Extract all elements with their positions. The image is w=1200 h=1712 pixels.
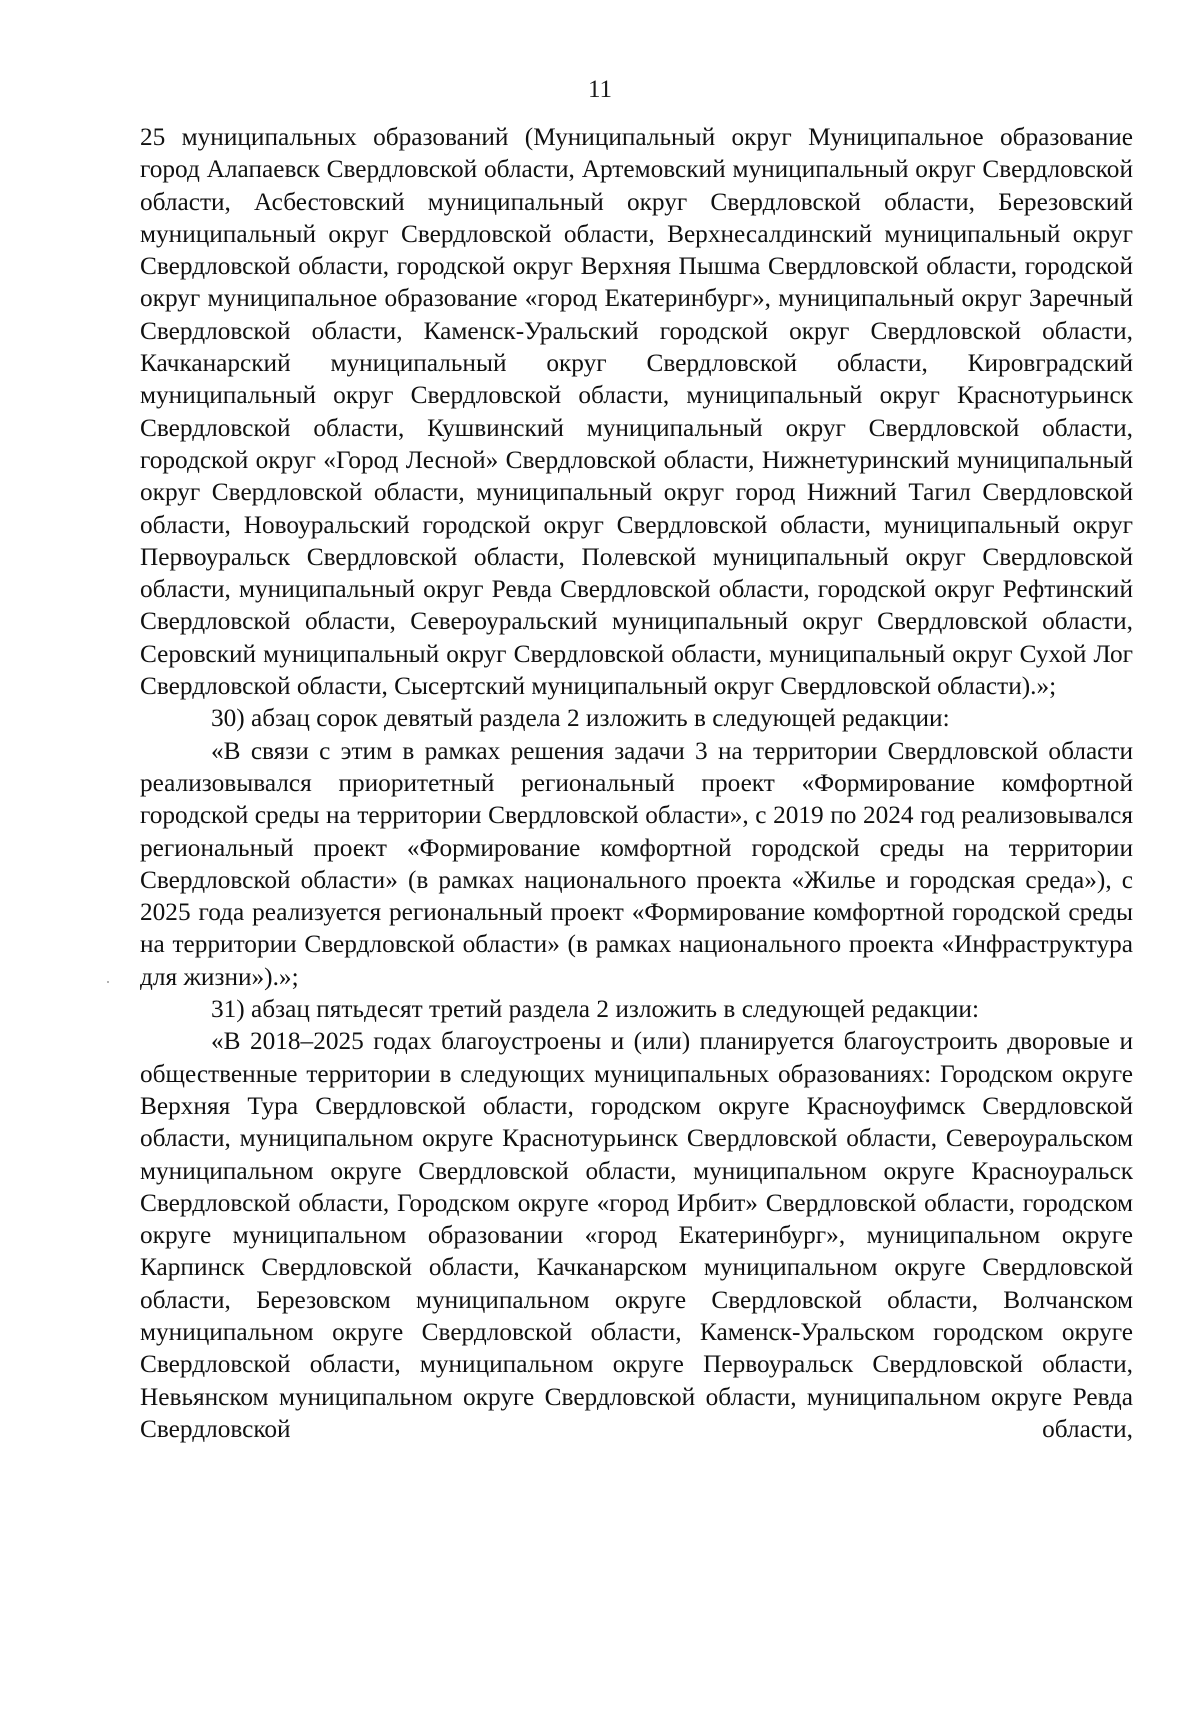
- paragraph-amendment-30: 30) абзац сорок девятый раздела 2 изложить в следующей редакции:: [211, 704, 950, 733]
- paragraph-amendment-31-text: «В 2018–2025 годах благоустроены и (или) планируется благоустроить дворовые и общественные территории в следующих муниципальных образованиях: Городском округе Верхняя Тура Свердловской области, городском округе Красноуфимск Свердловской области, муниципальном округе Краснотурьинск Свердловской области, Североуральском муниципальном округе Свердловской области, муниципальном округе Красноуральск Свердловской области, Городском округе «город Ирбит» Свердловской области, городском округе муниципальном образовании «город Екатеринбург», муниципальном округе Карпинск Свердловской области, Качканарском муниципальном округе Свердловской области, Березовском муниципальном округе Свердловской области, Волчанском муниципальном округе Свердловской области, Каменск-Уральском городском округе Свердловской области, муниципальном округе Первоуральск Свердловской области, Невьянском муниципальном округе Свердловской области, муниципальном округе Ревда Свердловской области,: [140, 1027, 1133, 1443]
- scan-speck: [107, 981, 109, 983]
- paragraph-municipalities-list: 25 муниципальных образований (Муниципальный округ Муниципальное образование город Алапаевск Свердловской области, Артемовский муниципальный округ Свердловской области, Асбестовский муниципальный округ Свердловской области, Березовский муниципальный округ Свердловской области, Верхнесалдинский муниципальный округ Свердловской области, городской округ Верхняя Пышма Свердловской области, городской округ муниципальное образование «город Екатеринбург», муниципальный округ Заречный Свердловской области, Каменск-Уральский городской округ Свердловской области, Качканарский муниципальный округ Свердловской области, Кировградский муниципальный округ Свердловской области, муниципальный округ Краснотурьинск Свердловской области, Кушвинский муниципальный округ Свердловской области, городской округ «Город Лесной» Свердловской области, Нижнетуринский муниципальный округ Свердловской области, муниципальный округ город Нижний Тагил Свердловской области, Новоуральский городской округ Свердловской области, муниципальный округ Первоуральск Свердловской области, Полевской муниципальный округ Свердловской области, муниципальный округ Ревда Свердловской области, городской округ Рефтинский Свердловской области, Североуральский муниципальный округ Свердловской области, Серовский муниципальный округ Свердловской области, муниципальный округ Сухой Лог Свердловской области, Сысертский муниципальный округ Свердловской области).»;: [140, 123, 1133, 701]
- paragraph-amendment-30-text: «В связи с этим в рамках решения задачи 3 на территории Свердловской области реализовывался приоритетный региональный проект «Формирование комфортной городской среды на территории Свердловской области», с 2019 по 2024 год реализовывался региональный проект «Формирование комфортной городской среды на территории Свердловской области» (в рамках национального проекта «Жилье и городская среда»), с 2025 года реализуется региональный проект «Формирование комфортной городской среды на территории Свердловской области» (в рамках национального проекта «Инфраструктура для жизни»).»;: [140, 736, 1133, 991]
- page-number: 11: [587, 76, 613, 103]
- document-body: [140, 121, 1133, 1445]
- paragraph-amendment-31: 31) абзац пятьдесят третий раздела 2 изложить в следующей редакции:: [211, 995, 979, 1024]
